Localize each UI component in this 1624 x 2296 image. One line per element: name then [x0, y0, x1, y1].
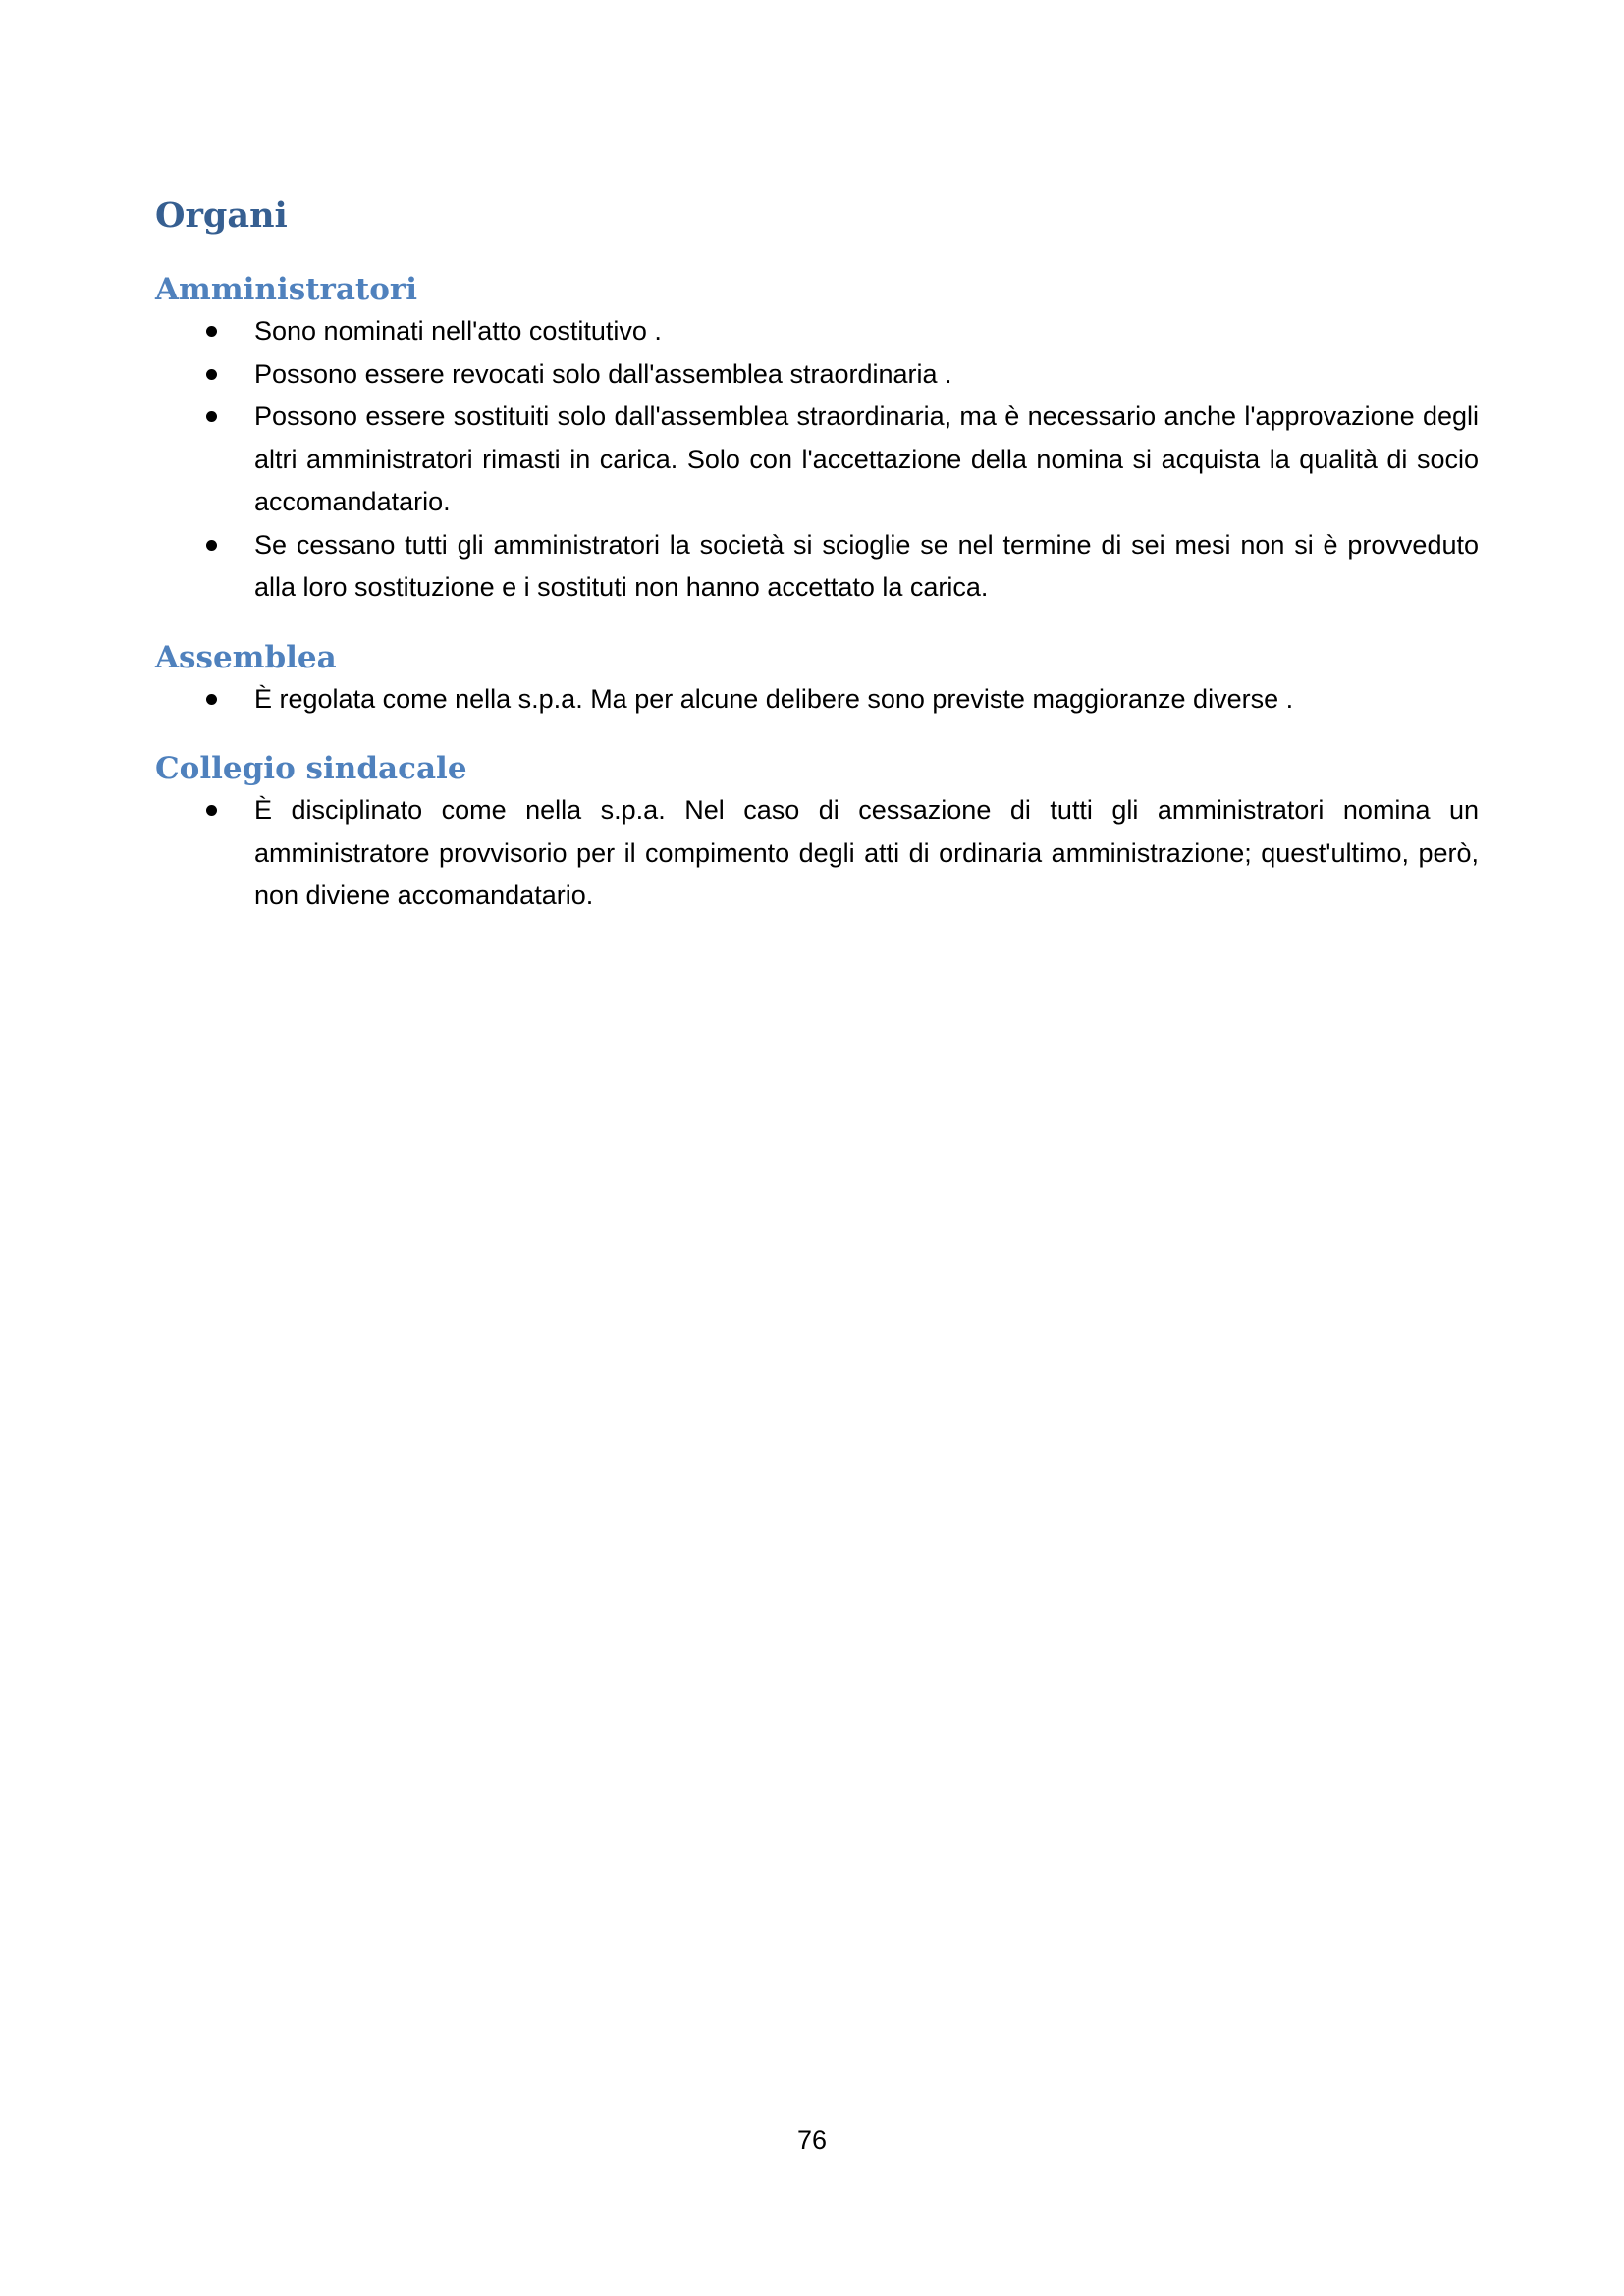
list-item	[155, 353, 1479, 397]
bullet-icon	[206, 540, 217, 551]
section-title: Amministratori	[155, 272, 418, 307]
bullet-icon	[206, 326, 217, 337]
bullet-list	[155, 678, 1479, 721]
page-content	[155, 192, 1479, 918]
list-item-text: È regolata come nella s.p.a. Ma per alcune delibere sono previste maggioranze diverse .	[254, 683, 1294, 714]
section-collegio-sindacale	[155, 748, 1479, 918]
list-item-text: Sono nominati nell'atto costitutivo .	[254, 316, 662, 346]
list-item-text: Possono essere revocati solo dall'assemblea straordinaria .	[254, 358, 952, 389]
bullet-list	[155, 789, 1479, 918]
page-number: 76	[796, 2125, 828, 2155]
page-heading: Organi	[155, 195, 288, 236]
bullet-icon	[206, 411, 217, 422]
bullet-icon	[206, 694, 217, 705]
list-item	[155, 310, 1479, 353]
section-assemblea	[155, 637, 1479, 721]
bullet-icon	[206, 369, 217, 380]
bullet-list	[155, 310, 1479, 610]
list-item-text: È disciplinato come nella s.p.a. Nel caso di cessazione di tutti gli amministratori nomina un amministratore provvisorio per il compimento degli atti di ordinaria amministrazione; quest'ultimo, però, non diviene accomandatario.	[254, 795, 1479, 910]
section-amministratori	[155, 269, 1479, 610]
list-item	[155, 678, 1479, 721]
section-title: Assemblea	[155, 639, 337, 675]
list-item	[155, 789, 1479, 918]
section-title: Collegio sindacale	[155, 751, 467, 786]
list-item	[155, 396, 1479, 524]
list-item-text: Possono essere sostituiti solo dall'assemblea straordinaria, ma è necessario anche l'approvazione degli altri amministratori rimasti in carica. Solo con l'accettazione della nomina si acquista la qualità di socio accomandatario.	[254, 401, 1479, 516]
bullet-icon	[206, 805, 217, 816]
list-item	[155, 524, 1479, 610]
list-item-text: Se cessano tutti gli amministratori la società si scioglie se nel termine di sei mesi non si è provveduto alla loro sostituzione e i sostituti non hanno accettato la carica.	[254, 529, 1479, 602]
